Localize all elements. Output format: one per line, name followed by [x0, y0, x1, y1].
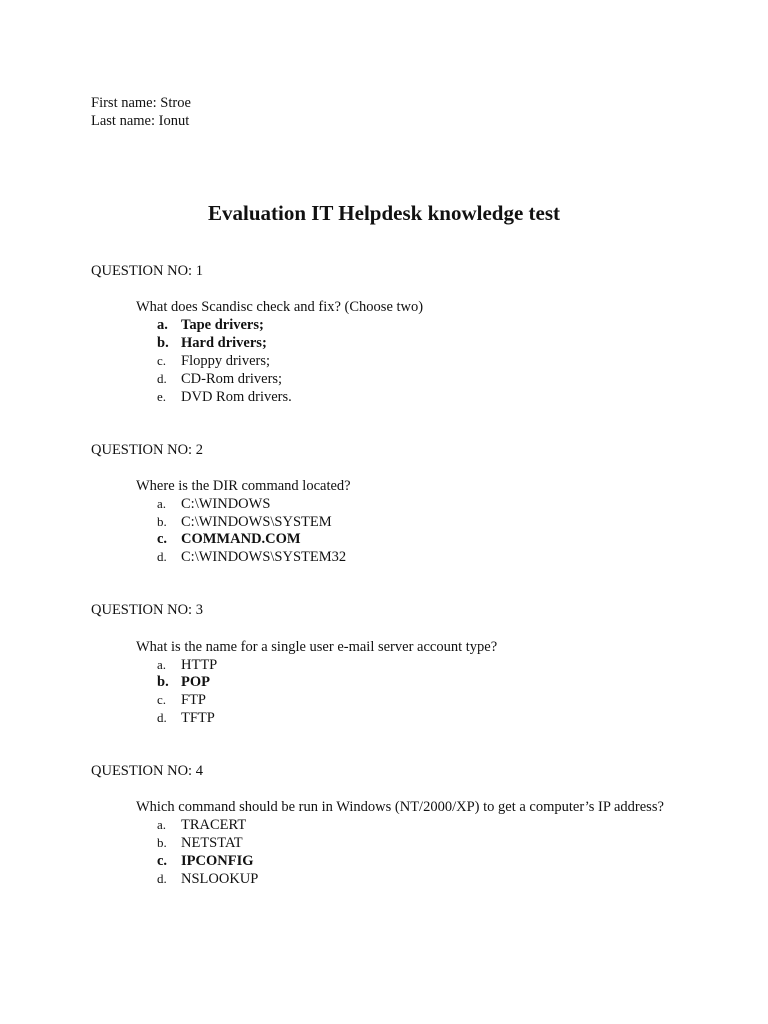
option-text: IPCONFIG — [181, 853, 254, 869]
option-letter: d. — [157, 710, 167, 725]
option-letter: c. — [157, 353, 167, 368]
option-letter: d. — [157, 871, 167, 886]
option-text: Floppy drivers; — [181, 353, 271, 369]
question-heading: QUESTION NO: 2 — [91, 442, 203, 458]
option-text: DVD Rom drivers. — [181, 389, 292, 405]
option-letter: b. — [157, 835, 167, 850]
option-text: COMMAND.COM — [181, 531, 301, 547]
option-text: TFTP — [181, 710, 215, 726]
option-text: NSLOOKUP — [181, 871, 259, 887]
option-text: TRACERT — [181, 817, 247, 833]
first-name-line: First name: Stroe — [91, 95, 191, 111]
option-letter: d. — [157, 371, 167, 386]
option-text: POP — [181, 674, 210, 690]
option-letter: c. — [157, 853, 168, 869]
question-text: Which command should be run in Windows (NT/2000/XP) to get a computer’s IP address? — [136, 799, 664, 815]
question-text: Where is the DIR command located? — [136, 478, 351, 494]
option-text: NETSTAT — [181, 835, 243, 851]
page-title: Evaluation IT Helpdesk knowledge test — [207, 201, 560, 225]
option-text: CD-Rom drivers; — [181, 371, 283, 387]
option-letter: b. — [157, 514, 167, 529]
question-heading: QUESTION NO: 4 — [91, 763, 203, 779]
question-text: What is the name for a single user e-mail server account type? — [136, 639, 498, 655]
question-heading: QUESTION NO: 1 — [91, 263, 203, 279]
option-text: Tape drivers; — [181, 317, 264, 333]
option-letter: a. — [157, 317, 168, 333]
option-letter: c. — [157, 531, 168, 547]
option-text: FTP — [181, 692, 206, 708]
question-heading: QUESTION NO: 3 — [91, 602, 203, 618]
question-text: What does Scandisc check and fix? (Choose two) — [136, 299, 424, 315]
option-text: Hard drivers; — [181, 335, 267, 351]
option-letter: e. — [157, 389, 167, 404]
option-text: C:\WINDOWS\SYSTEM32 — [181, 549, 347, 565]
option-letter: a. — [157, 817, 167, 832]
option-letter: b. — [157, 335, 169, 351]
option-text: C:\WINDOWS\SYSTEM — [181, 514, 332, 530]
option-letter: b. — [157, 674, 169, 690]
option-letter: d. — [157, 549, 167, 564]
option-text: C:\WINDOWS — [181, 496, 271, 512]
option-letter: a. — [157, 496, 167, 511]
last-name-line: Last name: Ionut — [91, 113, 190, 129]
option-text: HTTP — [181, 657, 218, 673]
option-letter: a. — [157, 657, 167, 672]
option-letter: c. — [157, 692, 167, 707]
